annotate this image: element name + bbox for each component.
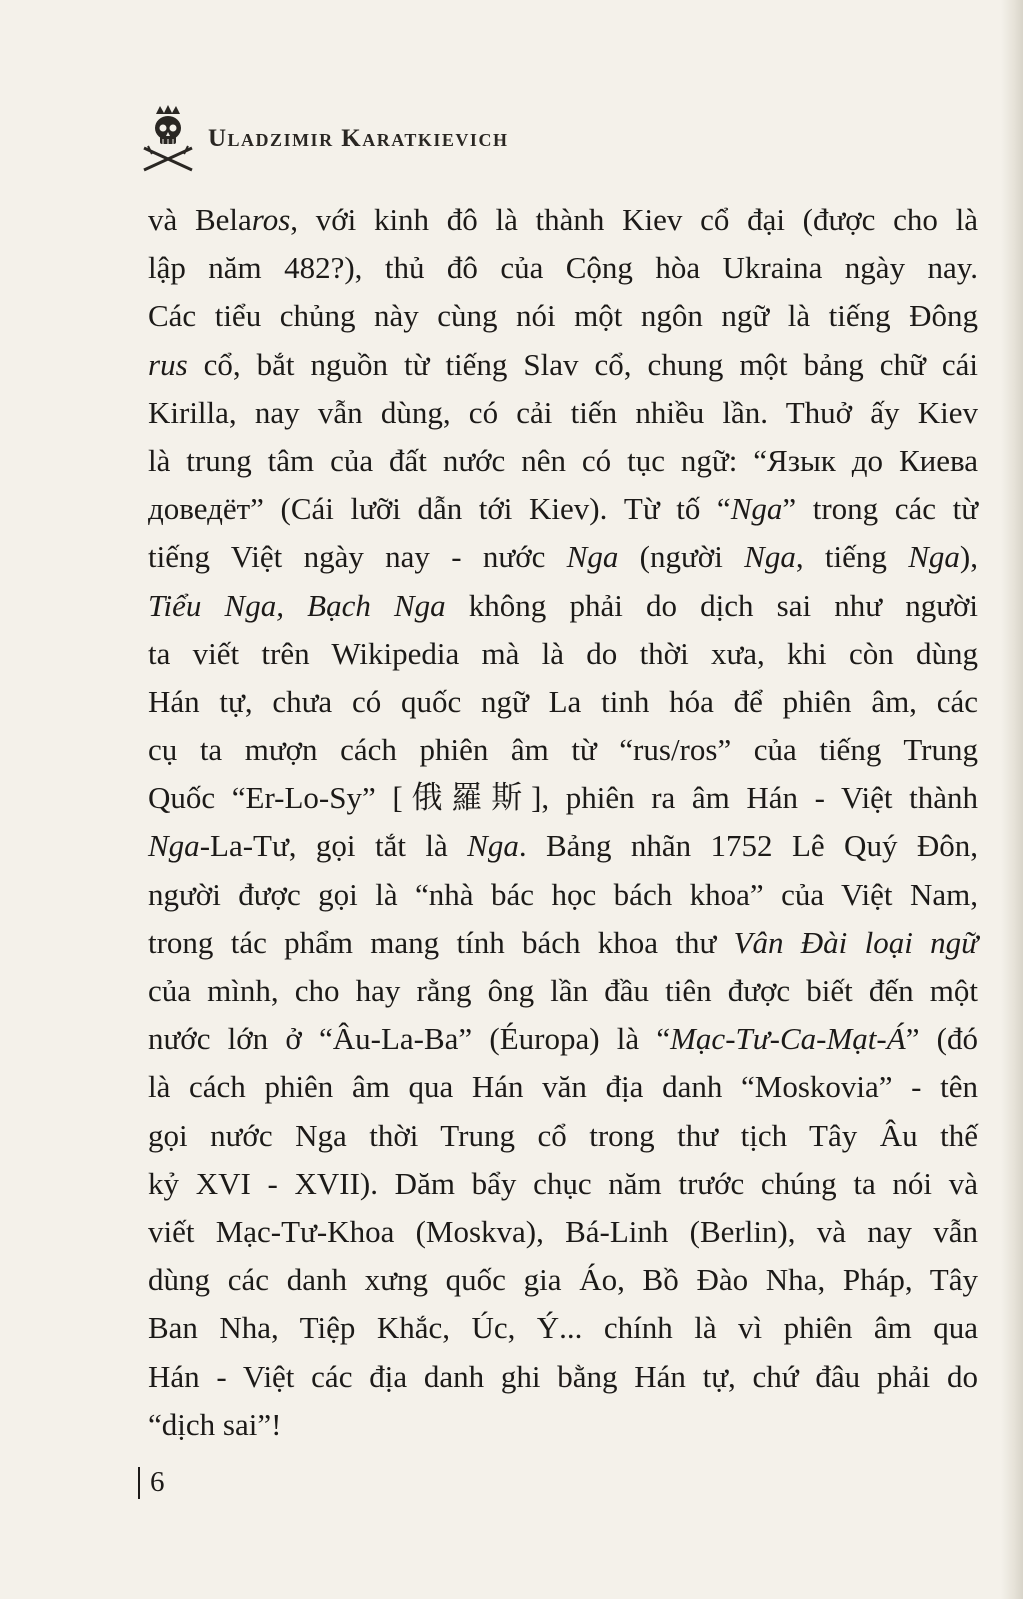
text-line [148,1304,978,1352]
text-segment: trong tác phẩm mang tính bách khoa thư [148,924,734,960]
text-segment: -La-Tư, gọi tắt là [199,828,468,864]
text-segment: và Bela [148,202,252,237]
text-segment: Các tiểu chủng này cùng nói một ngôn ngữ là tiếng Đông [148,298,978,334]
author-name: Uladzimir Karatkievich [208,125,509,152]
text-segment: Kirilla, nay vẫn dùng, có cải tiến nhiều lần. Thuở ấy Kiev [148,394,978,430]
text-segment: Quốc “Er-Lo-Sy” [俄羅斯], phiên ra âm Hán - Việt thành [148,780,978,816]
text-segment: cụ ta mượn cách phiên âm từ “rus/ros” của tiếng Trung [148,732,978,768]
italic-text-segment: Nga [148,828,200,864]
italic-text-segment: Mạc-Tư-Ca-Mạt-Á [670,1021,906,1057]
text-line [148,1256,978,1304]
italic-text-segment: Nga [744,539,796,575]
text-line [148,822,978,870]
text-segment: , với kinh đô là thành Kiev cổ đại (được cho là [290,202,978,237]
text-segment: “dịch sai”! [148,1406,282,1442]
text-segment: viết Mạc-Tư-Khoa (Moskva), Bá-Linh (Berlin), và nay vẫn [148,1213,978,1249]
text-segment: là cách phiên âm qua Hán văn địa danh “Moskovia” - tên [148,1069,978,1105]
text-line [148,437,978,485]
text-line [148,533,978,581]
italic-text-segment: rus [148,346,188,382]
italic-text-segment: Tiểu Nga, Bạch Nga [148,587,446,623]
text-segment: , tiếng [795,539,909,575]
text-line [148,1353,978,1401]
text-segment: nước lớn ở “Âu-La-Ba” (Éuropa) là “ [148,1021,671,1057]
text-segment: gọi nước Nga thời Trung cổ trong thư tịch Tây Âu thế [148,1117,978,1153]
text-line [148,678,978,726]
text-line [148,871,978,919]
text-line [148,726,978,774]
text-segment: . Bảng nhãn 1752 Lê Quý Đôn, [518,828,978,864]
running-header [140,104,508,174]
text-line [148,582,978,630]
italic-text-segment: ros [251,202,291,237]
text-line [148,967,978,1015]
text-line [148,196,978,244]
folio-rule [138,1467,140,1499]
text-segment: доведёт” (Cái lưỡi dẫn tới Kiev). Từ tố “ [148,491,731,527]
page-edge-shadow [1001,0,1023,1599]
text-segment: lập năm 482?), thủ đô của Cộng hòa Ukraina ngày nay. [148,250,978,286]
skull-crossed-swords-icon [140,104,196,174]
text-segment: người được gọi là “nhà bác học bách khoa” của Việt Nam, [148,876,978,912]
text-segment: Hán tự, chưa có quốc ngữ La tinh hóa để phiên âm, các [148,683,978,719]
italic-text-segment: Nga [566,539,619,575]
italic-text-segment: Nga [730,491,783,527]
text-segment: của mình, cho hay rằng ông lần đầu tiên được biết đến một [148,973,978,1008]
text-segment: tiếng Việt ngày nay - nước [148,539,567,575]
text-segment: ta viết trên Wikipedia mà là do thời xưa, khi còn dùng [148,635,978,671]
text-segment: không phải do dịch sai như người [445,587,978,623]
text-segment: ), [959,539,978,575]
text-line [148,919,978,967]
text-segment: dùng các danh xưng quốc gia Áo, Bồ Đào Nha, Pháp, Tây [148,1262,978,1298]
italic-text-segment: Vân Đài loại ngữ [733,924,979,960]
text-segment: ” trong các từ [782,491,979,527]
page-footer [138,1466,165,1499]
text-segment: ” (đó [905,1021,978,1057]
text-segment: Ban Nha, Tiệp Khắc, Úc, Ý... chính là vì phiên âm qua [148,1310,978,1346]
text-line [148,244,978,292]
text-line [148,1160,978,1208]
text-line [148,1208,978,1256]
text-line [148,341,978,389]
page-number: 6 [150,1466,165,1498]
body-paragraph [148,196,978,1449]
text-line [148,1112,978,1160]
text-line [148,1015,978,1063]
text-line [148,292,978,340]
text-line [148,1063,978,1111]
italic-text-segment: Nga [467,828,519,864]
italic-text-segment: Nga [908,539,960,575]
text-segment: là trung tâm của đất nước nên có tục ngữ: “Язык до Киева [148,442,978,478]
text-line [148,389,978,437]
text-line [148,1401,978,1449]
text-line [148,774,978,822]
text-line [148,485,978,533]
text-segment: (người [618,539,745,575]
text-segment: Hán - Việt các địa danh ghi bằng Hán tự, chứ đâu phải do [148,1358,978,1394]
text-line [148,630,978,678]
text-segment: kỷ XVI - XVII). Dăm bẩy chục năm trước chúng ta nói và [148,1165,978,1201]
text-segment: cổ, bắt nguồn từ tiếng Slav cổ, chung một bảng chữ cái [187,346,978,382]
